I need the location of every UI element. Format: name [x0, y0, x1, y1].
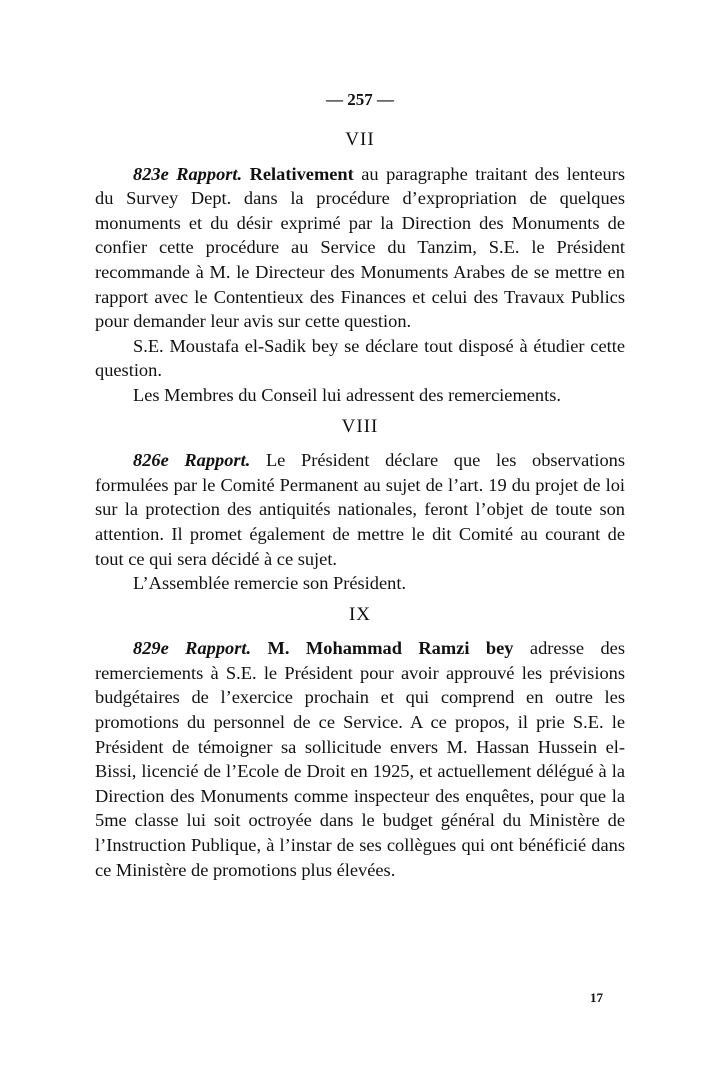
- paragraph: [95, 636, 625, 882]
- report-reference: 829e Rapport.: [133, 638, 252, 659]
- section-viii: [95, 415, 625, 596]
- section-ix: [95, 603, 625, 883]
- report-reference: 826e Rapport.: [133, 450, 251, 471]
- document-body: [95, 128, 625, 882]
- paragraph: L’Assemblée remercie son Président.: [133, 573, 407, 594]
- paragraph-text: Le Président déclare que les observations formulées par le Comité Permanent au sujet de l’art. 19 du projet de loi sur la protection des antiquités nationales, feront l’objet de toute son attention. Il promet également de mettre le dit Comité au courant de tout ce qui sera décidé à ce sujet.: [95, 450, 626, 569]
- section-vii: [95, 128, 625, 408]
- paragraph-lead: M. Mohammad Ramzi bey: [267, 638, 514, 659]
- paragraph-text: adresse des remerciements à S.E. le Président pour avoir approuvé les prévisions budgétaires de l’exercice prochain et qui comprend en outre les promotions du personnel de ce Service. A ce propos, il prie S.E. le Président de témoigner sa sollicitude envers M. Hassan Hussein el-Bissi, licencié de l’Ecole de Droit en 1925, et actuellement délégué à la Direction des Monuments comme inspecteur des enquêtes, pour que la 5me classe lui soit octroyée dans le budget général du Ministère de l’Instruction Publique, à l’instar de ses collègues qui ont bénéficié dans ce Ministère de promotions plus élevées.: [95, 638, 625, 880]
- paragraph: S.E. Moustafa el-Sadik bey se déclare tout disposé à étudier cette question.: [95, 335, 625, 381]
- paragraph: [95, 162, 625, 334]
- paragraph-text: au paragraphe traitant des lenteurs du Survey Dept. dans la procédure d’expropriation de quelques monuments et du désir exprimé par la Direction des Monuments de confier cette procédure au Service du Tanzim, S.E. le Président recommande à M. le Directeur des Monuments Arabes de se mettre en rapport avec le Contentieux des Finances et celui des Travaux Publics pour demander leur avis sur cette question.: [95, 163, 625, 332]
- section-heading: VIII: [341, 415, 379, 437]
- paragraph: [95, 448, 625, 571]
- section-heading: VII: [345, 129, 375, 150]
- page-number: — 257 —: [326, 90, 394, 109]
- paragraph: Les Membres du Conseil lui adressent des remerciements.: [133, 384, 561, 405]
- section-heading: IX: [348, 603, 372, 625]
- signature-mark: 17: [590, 990, 603, 1005]
- report-reference: 823e Rapport.: [133, 163, 243, 184]
- paragraph-lead: Relativement: [249, 163, 354, 184]
